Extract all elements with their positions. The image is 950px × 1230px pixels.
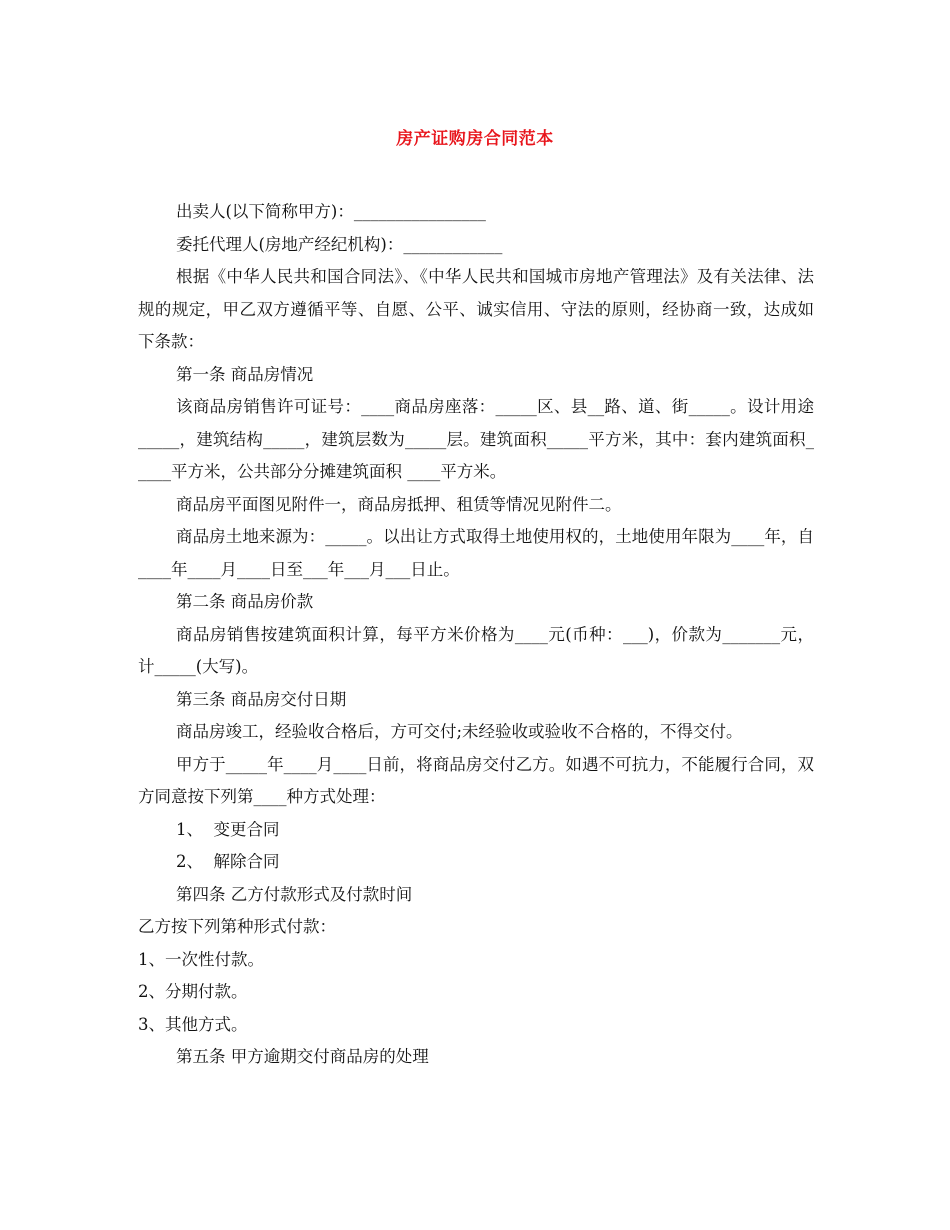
article-3-heading: 第三条 商品房交付日期 (176, 689, 347, 709)
option-cancel-contract: 2、 解除合同 (176, 852, 280, 871)
article-3-acceptance: 商品房竣工，经验收合格后，方可交付;未经验收或验收不合格的，不得交付。 (176, 722, 743, 741)
payment-option-installments: 2、分期付款。 (138, 982, 248, 1001)
payment-option-other: 3、其他方式。 (138, 1014, 248, 1034)
article-1-heading: 第一条 商品房情况 (176, 364, 314, 384)
document-title: 房产证购房合同范本 (396, 129, 554, 149)
article-2-heading: 第二条 商品房价款 (176, 592, 314, 611)
article-1-land-source: 商品房土地来源为：_____。以出让方式取得土地使用权的，土地使用年限为____年，自____年____月____日至___年___月___日止。 (138, 527, 814, 579)
article-2-price: 商品房销售按建筑面积计算，每平方米价格为____元(币种：___)，价款为_______元，计_____(大写)。 (138, 624, 814, 676)
article-4-heading: 第四条 乙方付款形式及付款时间 (176, 884, 413, 904)
article-1-attachments: 商品房平面图见附件一，商品房抵押、租赁等情况见附件二。 (176, 494, 622, 514)
agent-line: 委托代理人(房地产经纪机构)：____________ (176, 234, 503, 254)
option-change-contract: 1、 变更合同 (176, 819, 280, 839)
article-4-intro: 乙方按下列第种形式付款： (138, 917, 336, 936)
seller-line: 出卖人(以下简称甲方)：________________ (176, 202, 486, 221)
article-5-heading: 第五条 甲方逾期交付商品房的处理 (176, 1047, 429, 1066)
article-1-details: 该商品房销售许可证号：____商品房座落：_____区、县__路、道、街_____。设计用途 _____，建筑结构_____，建筑层数为_____层。建筑面积_____平方米，其中：套内建筑面积_____平方米，公共部分分摊建筑面积 ____平方米。 (138, 397, 820, 481)
preamble-paragraph: 根据《中华人民共和国合同法》、《中华人民共和国城市房地产管理法》及有关法律、法规的规定，甲乙双方遵循平等、自愿、公平、诚实信用、守法的原则，经协商一致，达成如下条款： (138, 267, 814, 351)
article-3-delivery: 甲方于_____年____月____日前，将商品房交付乙方。如遇不可抗力，不能履行合同，双方同意按下列第____种方式处理： (138, 754, 814, 806)
payment-option-lump-sum: 1、一次性付款。 (138, 949, 264, 969)
document-body (138, 196, 820, 1074)
